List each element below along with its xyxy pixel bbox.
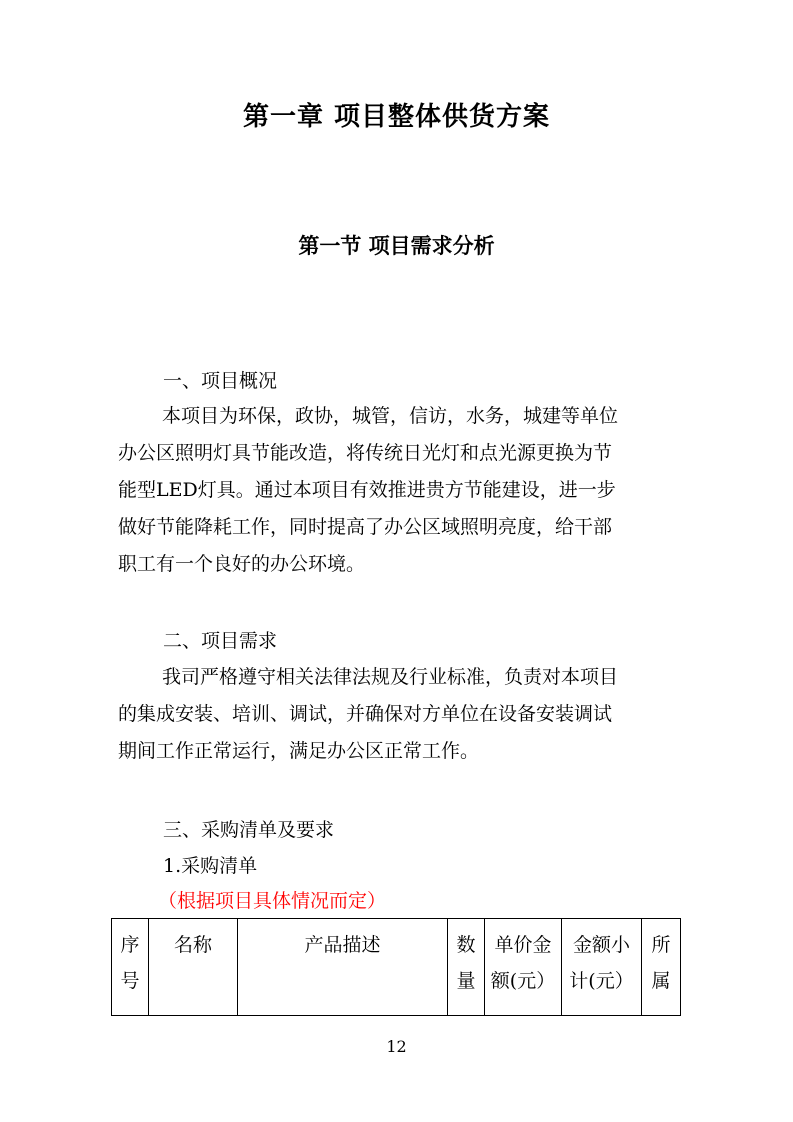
col-name: 名称 [149,919,238,1016]
overview-paragraph [118,398,678,583]
chapter-title: 第一章 项目整体供货方案 [242,102,551,132]
col-amount: 金额小 计(元） [562,919,642,1016]
requirements-paragraph [118,659,678,770]
col-seq: 序 号 [112,919,149,1016]
requirements-heading: 二、项目需求 [163,630,278,652]
procurement-note: （根据项目具体情况而定） [158,890,387,912]
requirements-line: 期间工作正常运行，满足办公区正常工作。 [118,740,480,762]
requirements-line: 我司严格遵守相关法律法规及行业标准，负责对本项目 [162,666,619,688]
overview-line: 做好节能降耗工作，同时提高了办公区域照明亮度，给干部 [118,516,613,538]
procurement-heading: 三、采购清单及要求 [163,819,335,841]
page-number: 12 [386,1037,407,1056]
overview-line: 办公区照明灯具节能改造，将传统日光灯和点光源更换为节 [118,442,613,464]
overview-line: 本项目为环保，政协，城管，信访，水务，城建等单位 [162,405,619,427]
requirements-line: 的集成安装、培训、调试，并确保对方单位在设备安装调试 [118,703,613,725]
procurement-subheading: 1.采购清单 [163,855,258,877]
col-belong: 所 属 [642,919,681,1016]
col-description: 产品描述 [238,919,448,1016]
overview-line: 职工有一个良好的办公环境。 [118,553,366,575]
procurement-table [111,918,681,1016]
table-header-row [112,919,681,1016]
col-quantity: 数 量 [448,919,485,1016]
col-unit-price: 单价金 额(元） [485,919,562,1016]
section-title: 第一节 项目需求分析 [298,233,495,258]
overview-heading: 一、项目概况 [163,370,278,392]
overview-line: 能型LED灯具。通过本项目有效推进贵方节能建设，进一步 [118,479,616,501]
